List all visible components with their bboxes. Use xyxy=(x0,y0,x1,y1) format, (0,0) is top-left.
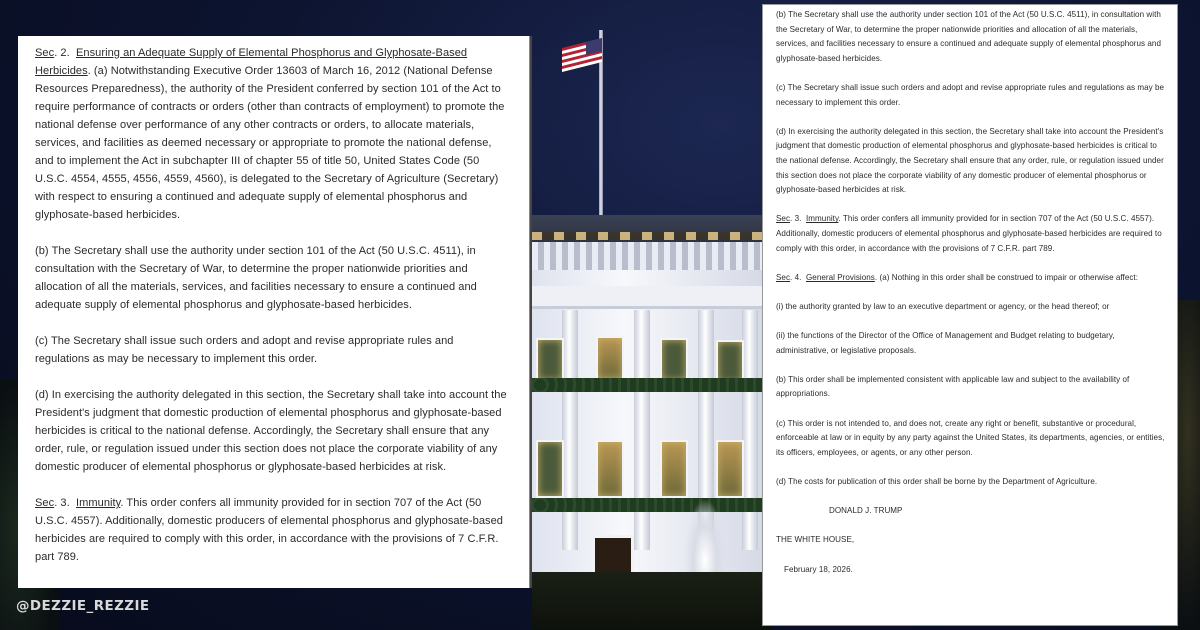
paragraph-c-general: (c) This order is not intended to, and does not, create any right or benefit, substantive or procedural, enforceable at law or in equity by any party against the United States, its departments, agencies, or entities, its officers, employees, or agents, or any other person. xyxy=(776,418,1165,457)
window xyxy=(716,440,744,498)
column xyxy=(634,310,650,550)
section-3-paragraph xyxy=(776,212,1165,256)
section-label: Sec xyxy=(35,497,55,509)
paragraph-b-general: (b) This order shall be implemented consistent with applicable law and subject to the availability of appropriations. xyxy=(776,374,1130,399)
document-panel-left xyxy=(18,36,530,588)
window xyxy=(660,338,688,382)
paragraph-b: (b) The Secretary shall use the authority under section 101 of the Act (50 U.S.C. 4511), in consultation with the Secretary of War, to determine the proper nationwide priorities and allocation of all the materials, services, and facilities necessary to ensure a continued and adequate supply of elemental phosphorus and glyphosate-based herbicides. xyxy=(35,245,477,311)
section-label: Sec xyxy=(776,214,791,224)
white-house-entablature xyxy=(532,286,762,309)
american-flag-icon xyxy=(562,38,602,72)
watermark-handle: @DEZZIE_REZZIE xyxy=(16,598,150,614)
window xyxy=(660,440,688,498)
paragraph-b: (b) The Secretary shall use the authority under section 101 of the Act (50 U.S.C. 4511), in consultation with the Secretary of War, to determine the proper nationwide priorities and allocation of all the materials, services, and facilities necessary to ensure a continued and adequate supply of elemental phosphorus and glyphosate-based herbicides. xyxy=(776,10,1161,63)
section-number: . 4. xyxy=(790,272,802,282)
section-text: . This order confers all immunity provided for in section 707 of the Act (50 U.S.C. 4557). Additionally, domestic producers of elemental phosphorus and glyphosate-based herbicides are required to comply with this order, in accordance with the provisions of 7 C.F.R. part 789. xyxy=(35,497,503,563)
section-2-paragraph xyxy=(35,44,511,224)
column xyxy=(742,310,758,550)
paragraph-c: (c) The Secretary shall issue such orders and adopt and revise appropriate rules and regulations as may be necessary to implement this order. xyxy=(35,335,454,365)
section-number: . 2. xyxy=(54,47,70,59)
signature: DONALD J. TRUMP xyxy=(829,506,903,516)
section-number: . 3. xyxy=(54,497,70,509)
section-number: . 3. xyxy=(790,214,802,224)
signing-place: THE WHITE HOUSE, xyxy=(776,535,855,545)
roof-windows xyxy=(532,232,762,240)
paragraph-d: (d) In exercising the authority delegated in this section, the Secretary shall take into account the President's judgment that domestic production of elemental phosphorus and glyphosate-based herbicides is critical to the national defense. Accordingly, the Secretary shall ensure that any order, rule, or regulation issued under this section does not place the corporate viability of any domestic producer of elemental phosphorus or glyphosate-based herbicides at risk. xyxy=(776,126,1164,195)
holiday-garland xyxy=(532,378,762,392)
section-heading: Immunity xyxy=(76,497,121,509)
column xyxy=(562,310,578,550)
signing-date: February 18, 2026. xyxy=(784,564,853,574)
white-house-balustrade xyxy=(532,242,762,270)
section-text: . This order confers all immunity provided for in section 707 of the Act (50 U.S.C. 4557). Additionally, domestic producers of elemental phosphorus and glyphosate-based herbicides are required to comply with this order, in accordance with the provisions of 7 C.F.R. part 789. xyxy=(776,214,1162,253)
paragraph-ii: (ii) the functions of the Director of the Office of Management and Budget relating to budgetary, administrative, or legislative proposals. xyxy=(776,331,1115,355)
section-text: . (a) Nothing in this order shall be construed to impair or otherwise affect: xyxy=(874,272,1139,282)
section-4-paragraph xyxy=(776,271,1165,286)
section-heading: Ensuring an Adequate Supply of Elemental Phosphorus and Glyphosate-Based Herbicides xyxy=(35,47,468,77)
section-label: Sec xyxy=(776,272,791,282)
paragraph-c: (c) The Secretary shall issue such orders and adopt and revise appropriate rules and regulations as may be necessary to implement this order. xyxy=(776,82,1165,107)
paragraph-d-general: (d) The costs for publication of this order shall be borne by the Department of Agriculture. xyxy=(776,477,1098,486)
window xyxy=(596,336,624,380)
window xyxy=(596,440,624,498)
section-heading: General Provisions xyxy=(806,272,875,282)
paragraph-i: (i) the authority granted by law to an executive department or agency, or the head thereof; or xyxy=(776,301,1110,311)
paragraph-d: (d) In exercising the authority delegated in this section, the Secretary shall take into account the President's judgment that domestic production of elemental phosphorus and glyphosate-based herbicides is critical to the national defense. Accordingly, the Secretary shall ensure that any order, rule, or regulation issued under this section does not place the corporate viability of any domestic producer of elemental phosphorus or glyphosate-based herbicides at risk. xyxy=(35,389,507,473)
document-panel-right xyxy=(762,4,1178,626)
section-heading: Immunity xyxy=(806,214,839,224)
window xyxy=(536,338,564,382)
section-3-paragraph xyxy=(35,494,511,566)
lawn xyxy=(532,572,772,630)
section-text: . (a) Notwithstanding Executive Order 13603 of March 16, 2012 (National Defense Resources Preparedness), the authority of the President conferred by section 101 of the Act to require performance of contracts or orders (other than contracts of employment) to promote the national defense over performance of any other contracts or orders, to allocate materials, services, and facilities as deemed necessary or appropriate to promote the national defense, and to implement the Act in subchapter III of chapter 55 of title 50, United States Code (50 U.S.C. 4554, 4555, 4556, 4559, 4560), is delegated to the Secretary of Agriculture (Secretary) with respect to ensuring a continued and adequate supply of elemental phosphorus and glyphosate-based herbicides. xyxy=(35,65,505,221)
window xyxy=(536,440,564,498)
fountain xyxy=(685,500,725,575)
holiday-garland xyxy=(532,498,762,512)
section-label: Sec xyxy=(35,47,55,59)
